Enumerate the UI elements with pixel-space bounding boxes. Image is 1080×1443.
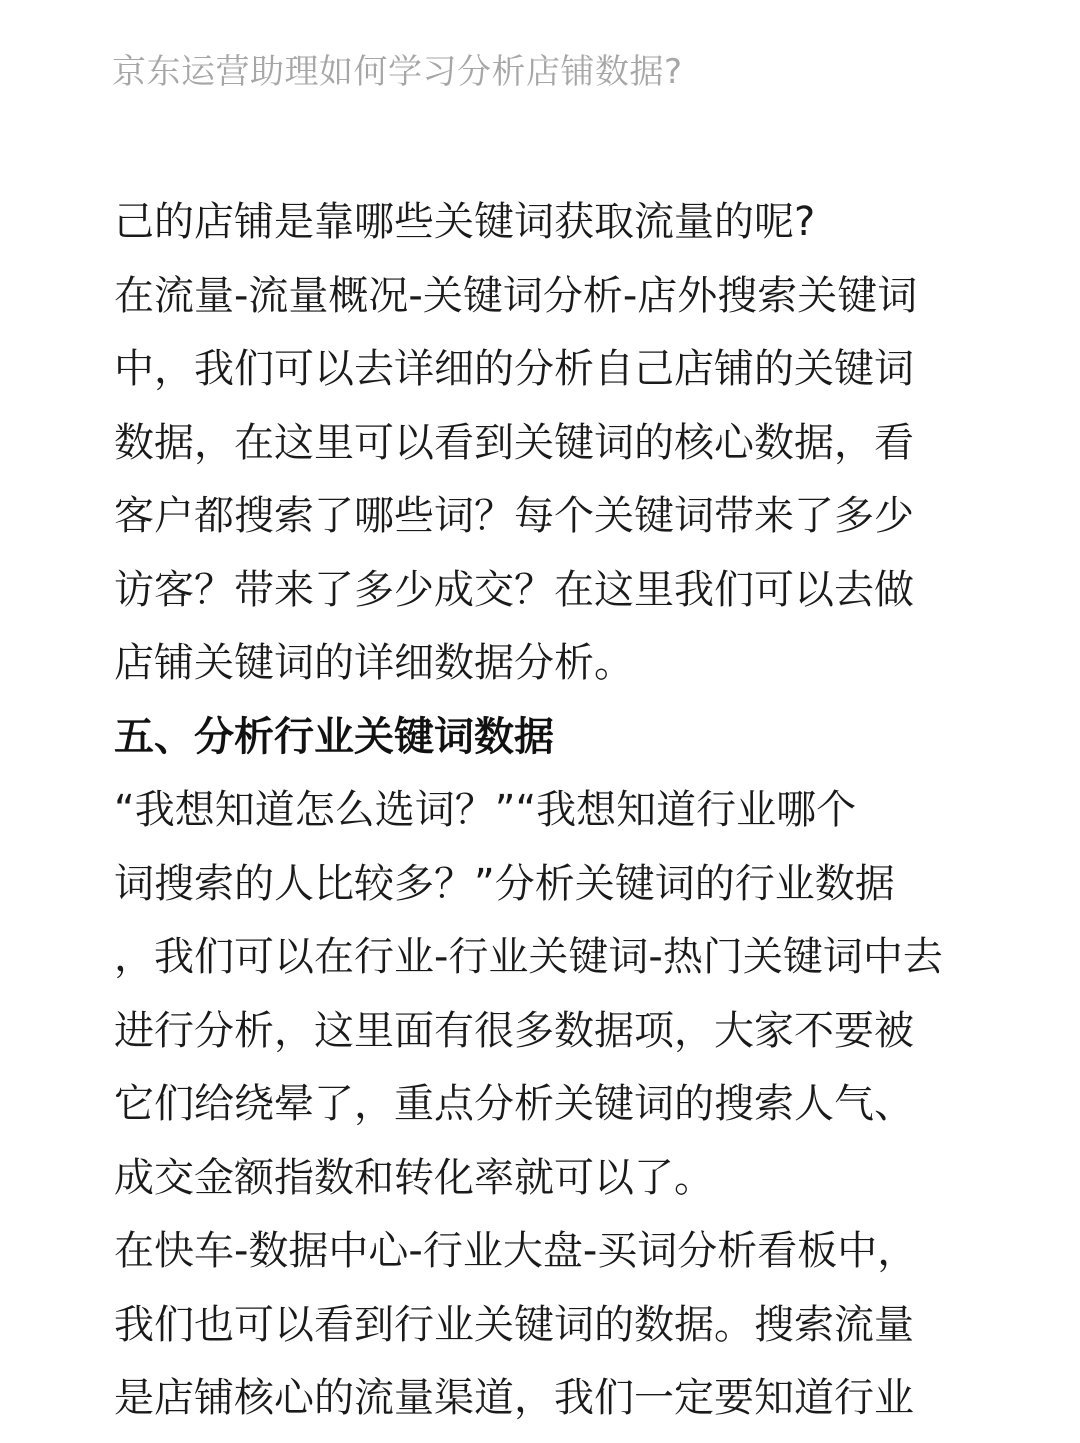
- article-line: 客户都搜索了哪些词？每个关键词带来了多少: [114, 493, 914, 539]
- article-line: 在快车-数据中心-行业大盘-买词分析看板中，: [114, 1228, 918, 1274]
- article-line: 它们给绕晕了，重点分析关键词的搜索人气、: [114, 1081, 914, 1127]
- article-line: 是店铺核心的流量渠道，我们一定要知道行业: [114, 1375, 914, 1421]
- article-line: 成交金额指数和转化率就可以了。: [114, 1154, 714, 1201]
- article-line: 词搜索的人比较多？”分析关键词的行业数据: [114, 860, 895, 907]
- article-line: 中，我们可以去详细的分析自己店铺的关键词: [114, 346, 914, 392]
- article-line: 数据，在这里可以看到关键词的核心数据，看: [114, 419, 914, 466]
- article-body: [114, 186, 1044, 1436]
- article-line: 己的店铺是靠哪些关键词获取流量的呢?: [114, 199, 816, 245]
- article-line: 店铺关键词的详细数据分析。: [114, 640, 634, 686]
- article-line: 我们也可以看到行业关键词的数据。搜索流量: [114, 1301, 914, 1348]
- article-line: “我想知道怎么选词？”“我想知道行业哪个: [114, 787, 857, 833]
- article-line: 在流量-流量概况-关键词分析-店外搜索关键词: [114, 272, 918, 319]
- page-title: 京东运营助理如何学习分析店铺数据?: [112, 52, 683, 92]
- article-line: 进行分析，这里面有很多数据项，大家不要被: [114, 1007, 914, 1054]
- section-heading: 五、分析行业关键词数据: [114, 713, 554, 760]
- article-line: 访客？带来了多少成交？在这里我们可以去做: [114, 566, 914, 613]
- article-line: ，我们可以在行业-行业关键词-热门关键词中去: [114, 934, 943, 980]
